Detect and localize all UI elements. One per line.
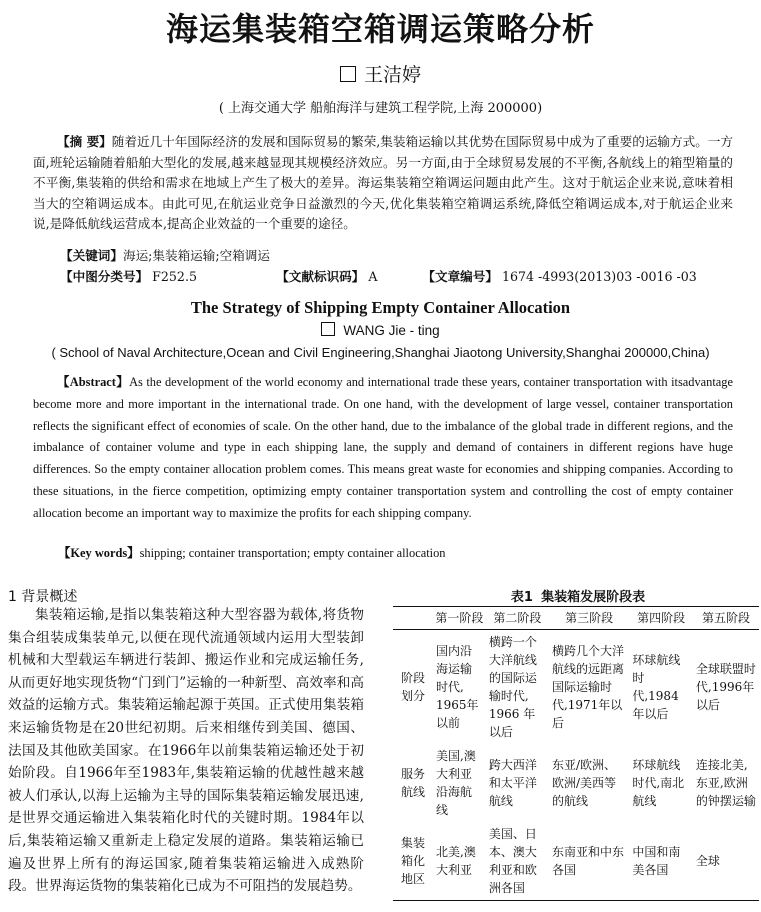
table-cell: 东南亚和中东各国 — [551, 845, 624, 877]
keywords-en-label: 【Key words】 — [58, 546, 140, 560]
keywords-cn-label: 【关键词】 — [60, 248, 123, 263]
abstract-en-text: As the development of the world economy and international trade these years, container transportation with itsadvantage become more and more important in the international trade. On one hand, with the development of large vessel, container transportation reflects the significant effect of economies of scale. On the other hand, due to the imbalance of the global trade in different regions, and the imbalance of container volume and type in each shipping lane, the supply and demand of containers in different regions have huge differences. So the empty container allocation problem comes. This means great waste for economies and shipping companies. According to these situations, in the fierce competition, optimizing empty container transportation system and controlling the cost of empty container allocation become an important way to maximize the profits for each shipping company. — [33, 375, 734, 520]
header-cell: 第二阶段 — [486, 607, 549, 630]
abstract-cn — [33, 132, 733, 235]
table-row — [393, 744, 759, 822]
header-cell: 第一阶段 — [433, 607, 486, 630]
clc-label: 【中图分类号】 — [60, 269, 149, 284]
table-header-row — [393, 607, 759, 630]
keywords-cn-text: 海运;集装箱运输;空箱调运 — [122, 248, 270, 263]
abstract-cn-text: 随着近几十年国际经济的发展和国际贸易的繁荣,集装箱运输以其优势在国际贸易中成为了重要的运输方式。一方面,班轮运输随着船舶大型化的发展,越来越显现其规模经济效应。另一方面,由于全球贸易发展的不平衡,各航线上的箱型箱量的不平衡,集装箱的供给和需求在地域上产生了极大的差异。海运集装箱空箱调运问题由此产生。这对于航运企业来说,意味着相当大的空箱调运成本。由此可见,在航运业竞争日益激烈的今天,优化集装箱空箱调运系统,降低空箱调运成本,对于航运企业来说,是降低航线运营成本,提高企业效益的一个重要的途径。 — [33, 134, 733, 231]
table-caption — [395, 586, 761, 605]
table-cell: 美国,澳大利亚沿海航线 — [436, 749, 476, 817]
english-affiliation: ( School of Naval Architecture,Ocean and Civil Engineering,Shanghai Jiaotong University,Shanghai 200000,China) — [51, 345, 710, 360]
table-cell: 横跨几个大洋航线的远距离国际运输时代,1971年以后 — [551, 644, 624, 730]
classification-line — [60, 266, 740, 285]
doc-value: A — [368, 269, 378, 284]
table-cell: 连接北美,东亚,欧洲的钟摆运输 — [695, 758, 756, 808]
section-body: 集装箱运输,是指以集装箱这种大型容器为载体,将货物集合组装成集装单元,以便在现代流通领域内运用大型装卸机械和大型载运车辆进行装卸、搬运作业和完成运输任务,从而更好地实现货物“门到门”运输的一种新型、高效率和高效益的运输方式。集装箱运输起源于英国。正式使用集装箱来运输货物是在20世纪初期。后来相继传到美国、德国、法国及其他欧美国家。在1966年以前集装箱运输还处于初始阶段。自1966年至1983年,集装箱运输的优越性越来越被人们承认,以海上运输为主导的国际集装箱运输发展迅速,是世界交通运输进入集装箱化时代的关键时期。1984年以后,集装箱运输又重新走上稳定发展的道路。集装箱运输已遍及世界上所有的海运国家,随着集装箱运输进入成熟阶段。世界海运货物的集装箱化已成为不可阻挡的发展趋势。 — [8, 607, 364, 895]
table-cell: 全球联盟时代,1996年以后 — [695, 662, 756, 712]
header-cell: 第五阶段 — [693, 607, 759, 630]
table-cell: 环球航线时代,1984年以后 — [632, 653, 681, 721]
table-caption-text: 集装箱发展阶段表 — [541, 590, 646, 605]
table-cell: 环球航线时代,南北航线 — [632, 758, 685, 808]
abstract-en — [33, 372, 733, 525]
keywords-cn — [60, 245, 270, 264]
abstract-cn-label: 【摘 要】 — [57, 134, 112, 149]
header-cell: 第四阶段 — [629, 607, 693, 630]
header-cell — [393, 607, 433, 630]
table-cell: 中国和南美各国 — [632, 845, 681, 877]
abstract-en-label: 【Abstract】 — [57, 375, 130, 389]
section-heading: 1 背景概述 — [8, 589, 78, 605]
author-box-icon — [340, 66, 356, 82]
table-cell: 国内沿海运输时代, 1965年以前 — [436, 644, 479, 730]
keywords-en-text: shipping; container transportation; empty container allocation — [139, 546, 446, 560]
table-cell: 跨大西洋和太平洋航线 — [488, 758, 537, 808]
art-value: 1674 -4993(2013)03 -0016 -03 — [501, 269, 697, 284]
affiliation: ( 上海交通大学 船舶海洋与建筑工程学院,上海 200000) — [218, 101, 543, 116]
row-header: 集装箱化地区 — [400, 836, 425, 886]
table-cell: 横跨一个大洋航线的国际运输时代, 1966 年以后 — [488, 635, 537, 739]
table-cell: 北美,澳大利亚 — [436, 845, 476, 877]
table-cell: 东亚/欧洲、欧洲/美西等的航线 — [551, 758, 616, 808]
author — [0, 60, 761, 87]
table-cell: 美国、日本、澳大利亚和欧洲各国 — [488, 827, 537, 895]
table-row — [393, 630, 759, 745]
english-author-name: WANG Jie - ting — [343, 323, 440, 338]
keywords-en — [58, 543, 445, 561]
header-cell: 第三阶段 — [549, 607, 629, 630]
art-label: 【文章编号】 — [422, 269, 498, 284]
english-author — [0, 322, 761, 338]
table-row — [393, 822, 759, 901]
table-caption-number: 表1 — [510, 590, 533, 605]
development-stages-table — [393, 606, 759, 901]
table-cell: 全球 — [695, 854, 720, 868]
row-header: 服务航线 — [400, 767, 425, 799]
author-name: 王洁婷 — [363, 64, 421, 86]
doc-label: 【文献标识码】 — [276, 269, 365, 284]
page-title: 海运集装箱空箱调运策略分析 — [165, 10, 595, 48]
row-header: 阶段划分 — [400, 671, 425, 703]
english-title: The Strategy of Shipping Empty Container Allocation — [190, 298, 571, 317]
clc-value: F252.5 — [152, 269, 197, 284]
author-en-box-icon — [321, 322, 335, 336]
